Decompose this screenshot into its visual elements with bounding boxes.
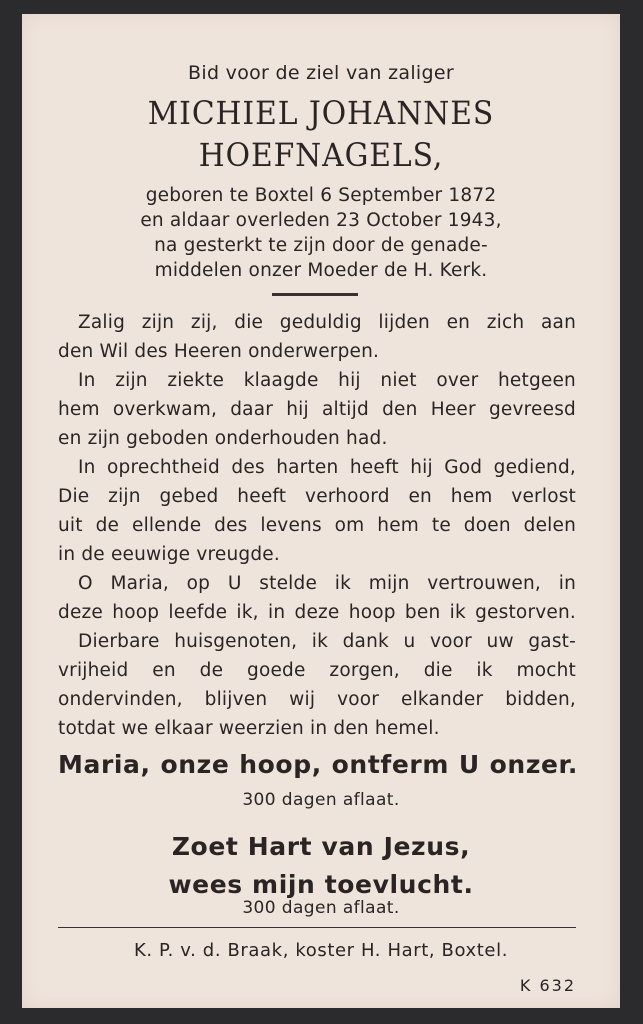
body-line: Dierbare huisgenoten, ik dank u voor uw gast- — [78, 631, 576, 652]
closing-prayer: Zoet Hart van Jezus, — [171, 832, 471, 861]
memorial-card — [22, 14, 620, 1008]
indulgence-note: 300 dagen aflaat. — [242, 790, 400, 810]
body-line: uit de ellende des levens om hem te doen delen — [58, 515, 576, 536]
body-line: in de eeuwige vreugde. — [58, 544, 280, 565]
body-line: Die zijn gebed heeft verhoord en hem verlost — [58, 486, 576, 507]
body-line: totdat we elkaar weerzien in den hemel. — [58, 718, 440, 739]
printer-footer: K. P. v. d. Braak, koster H. Hart, Boxtel. — [133, 940, 509, 961]
body-line: In zijn ziekte klaagde hij niet over hetgeen — [78, 370, 576, 391]
body-line: ondervinden, blijven wij voor elkander bidden, — [58, 689, 576, 710]
body-line: hem overkwam, daar hij altijd den Heer gevreesd — [58, 399, 576, 420]
body-line: en zijn geboden onderhouden had. — [58, 428, 388, 449]
bio-line: na gesterkt te zijn door de genade- — [154, 235, 488, 256]
bio-line: en aldaar overleden 23 October 1943, — [140, 210, 502, 231]
indulgence-note: 300 dagen aflaat. — [242, 898, 400, 918]
intro-text: Bid voor de ziel van zaliger — [188, 62, 454, 84]
body-line: Zalig zijn zij, die geduldig lijden en zich aan — [78, 312, 576, 333]
deceased-name-line1: MICHIEL JOHANNES — [147, 94, 495, 132]
body-line: O Maria, op U stelde ik mijn vertrouwen, in — [78, 573, 576, 594]
body-line: den Wil des Heeren onderwerpen. — [58, 341, 380, 362]
body-line: deze hoop leefde ik, in deze hoop ben ik gestorven. — [58, 602, 576, 623]
bio-line: middelen onzer Moeder de H. Kerk. — [154, 260, 488, 281]
footer-rule — [58, 927, 576, 928]
bio-line: geboren te Boxtel 6 September 1872 — [145, 185, 497, 206]
closing-prayer: wees mijn toevlucht. — [168, 870, 474, 899]
card-code: K 632 — [519, 976, 576, 995]
body-line: vrijheid en de goede zorgen, die ik mocht — [58, 660, 576, 681]
body-line: In oprechtheid des harten heeft hij God gediend, — [78, 457, 576, 478]
deceased-name-line2: HOEFNAGELS, — [198, 136, 444, 174]
divider-rule — [272, 293, 358, 296]
closing-prayer: Maria, onze hoop, ontferm U onzer. — [58, 750, 578, 779]
